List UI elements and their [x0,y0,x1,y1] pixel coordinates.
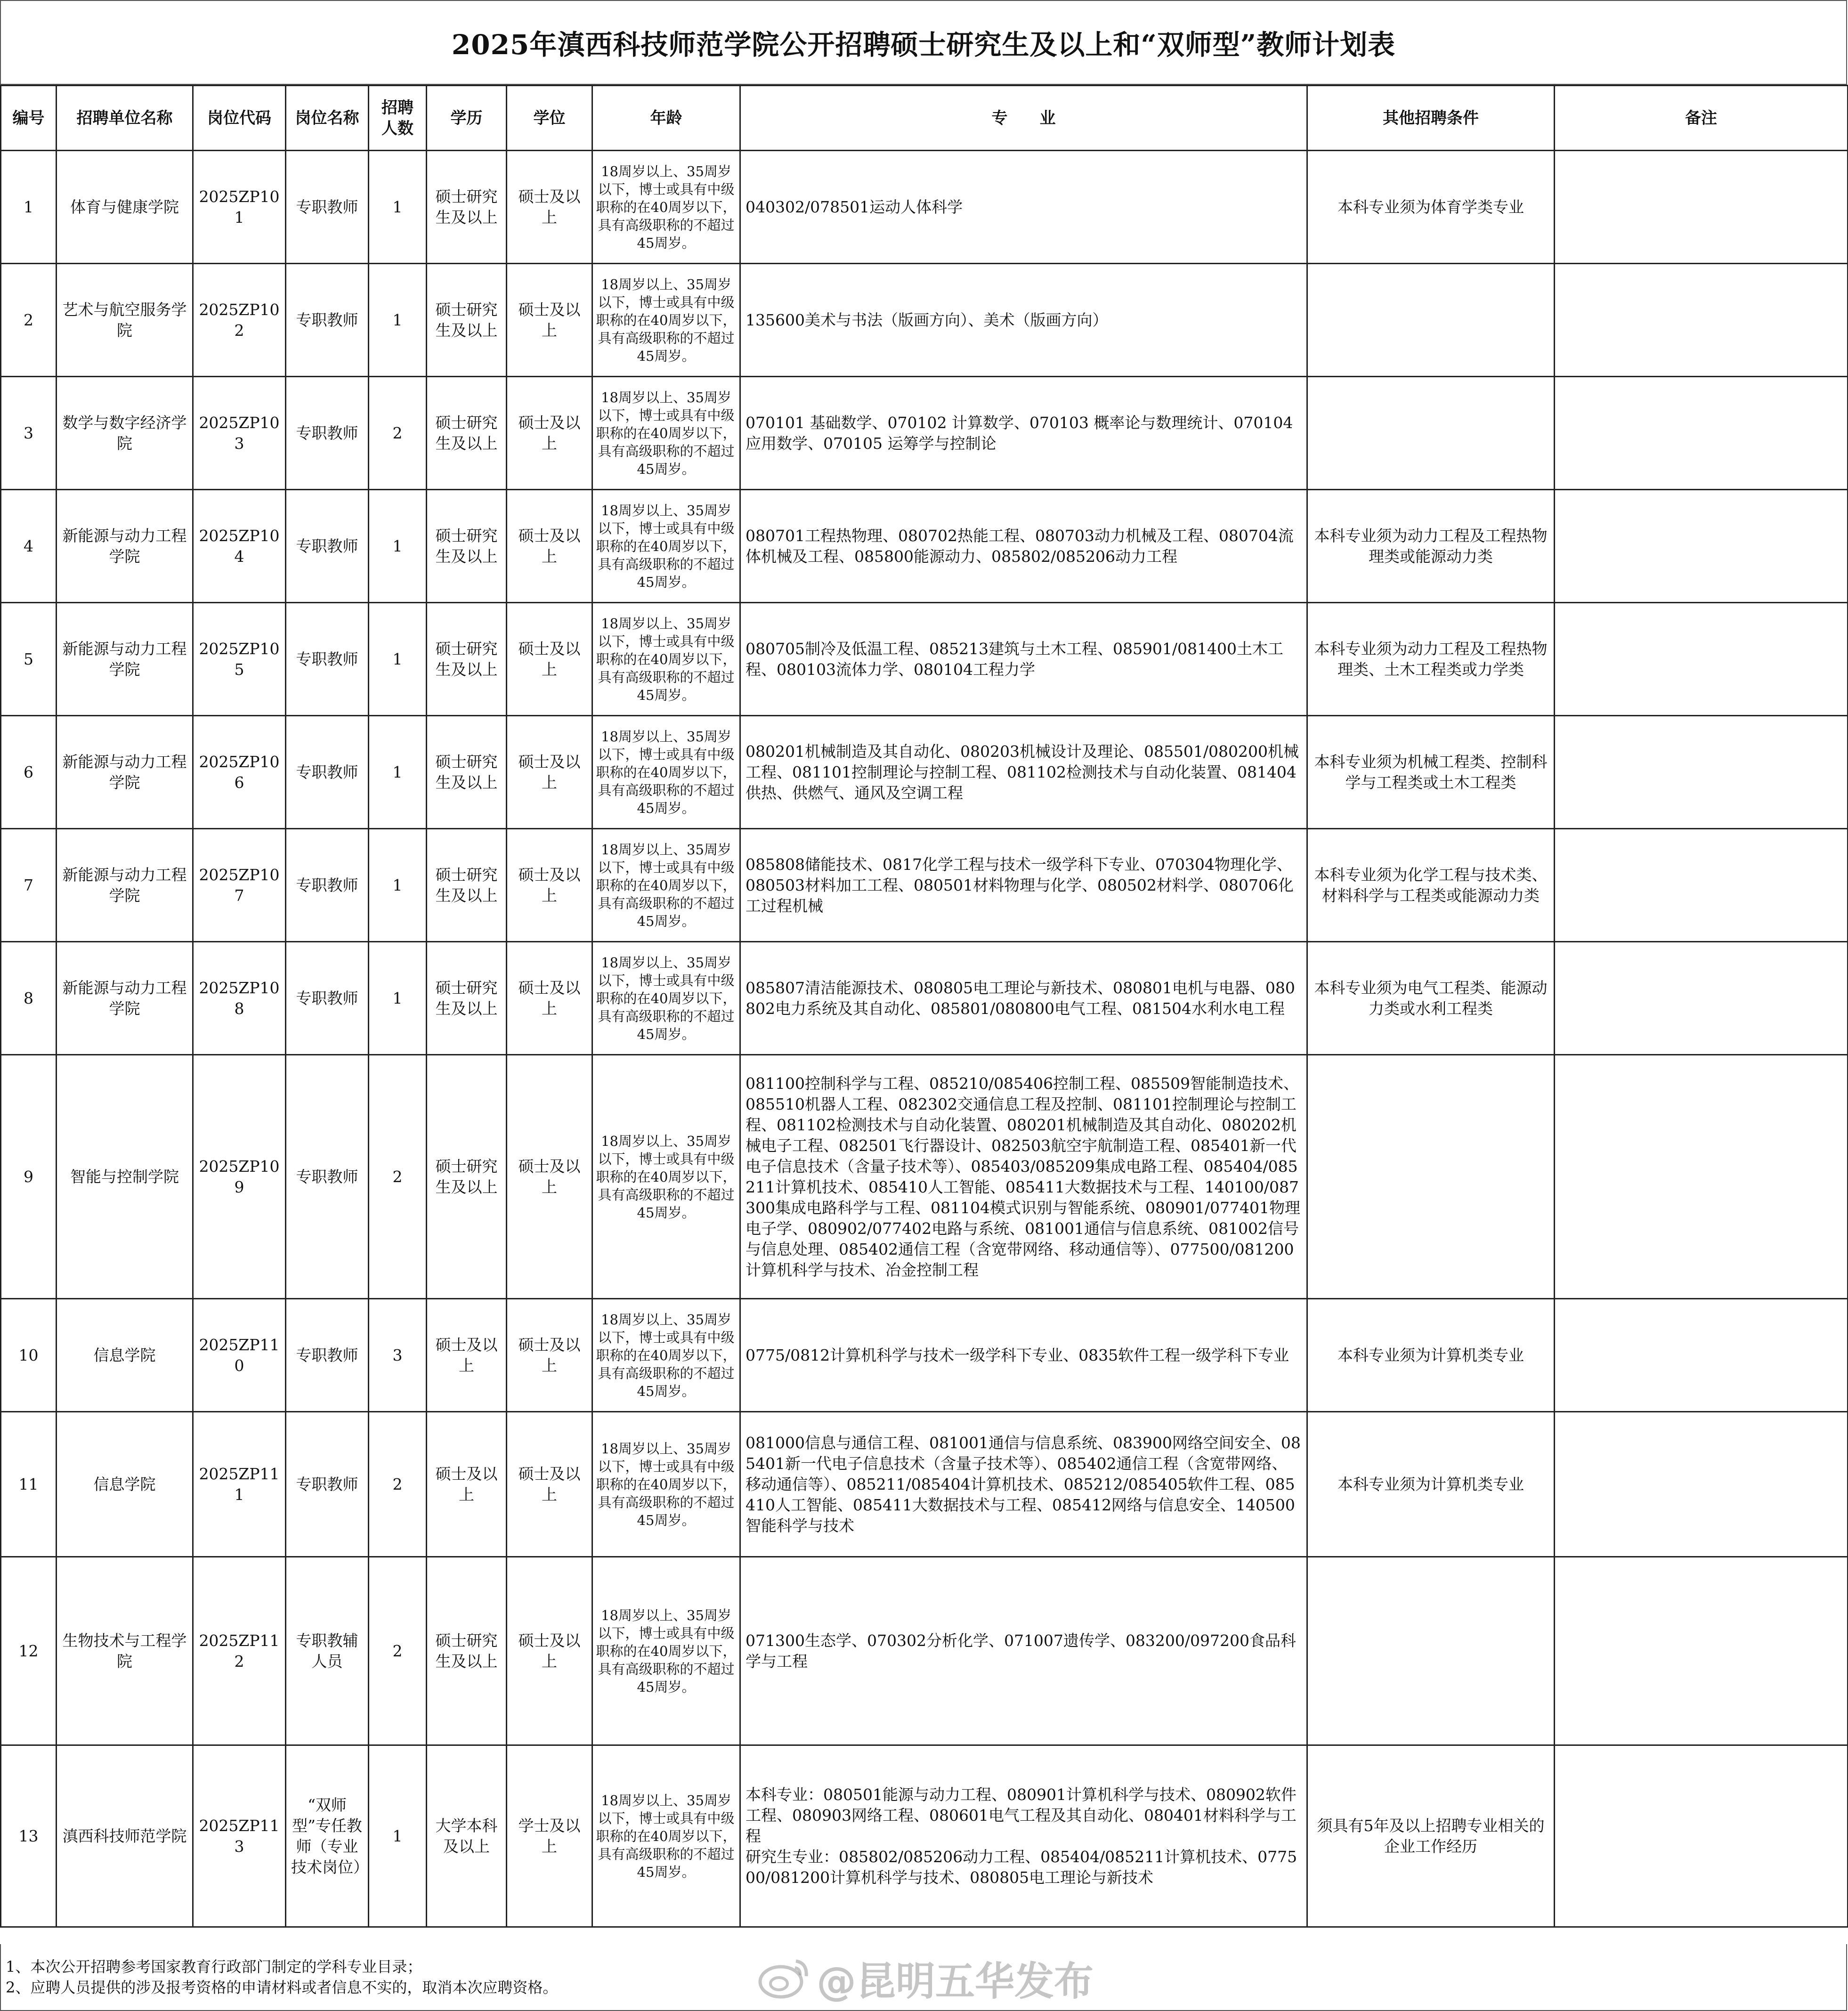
cell-major: 081100控制科学与工程、085210/085406控制工程、085509智能制造技术、085510机器人工程、082302交通信息工程及控制、081101控制理论与控制工程、081102检测技术与自动化装置、080201机械制造及其自动化、080202机械电子工程、082501飞行器设计、082503航空宇航制造工程、085401新一代电子信息技术（含量子技术等）、085403/085209集成电路工程、085404/085211计算机技术、085410人工智能、085411大数据技术与工程、140100/087300集成电路科学与工程、081104模式识别与智能系统、080901/077401物理电子学、080902/077402电路与系统、081001通信与信息系统、081002信号与信息处理、085402通信工程（含宽带网络、移动通信等）、077500/081200计算机科学与技术、冶金控制工程 [740,1055,1307,1299]
cell-age: 18周岁以上、35周岁以下，博士或具有中级职称的在40周岁以下，具有高级职称的不超过45周岁。 [592,377,740,490]
note-2: 2、应聘人员提供的涉及报考资格的申请材料或者信息不实的，取消本次应聘资格。 [6,1979,558,1996]
cell-edu: 硕士研究生及以上 [427,377,507,490]
cell-post: 专职教师 [286,1055,369,1299]
cell-unit: 体育与健康学院 [57,151,193,264]
cell-count: 1 [369,1745,427,1927]
table-row [1,377,1848,490]
cell-major: 080701工程热物理、080702热能工程、080703动力机械及工程、080704流体机械及工程、085800能源动力、085802/085206动力工程 [740,490,1307,603]
cell-major: 071300生态学、070302分析化学、071007遗传学、083200/097200食品科学与工程 [740,1557,1307,1745]
cell-no: 13 [1,1745,57,1927]
cell-no: 9 [1,1055,57,1299]
watermark-text: @昆明五华发布 [817,1958,1094,2004]
cell-edu: 硕士研究生及以上 [427,1557,507,1745]
cell-degree: 硕士及以上 [507,490,592,603]
cell-major: 本科专业：080501能源与动力工程、080901计算机科学与技术、080902软件工程、080903网络工程、080601电气工程及其自动化、080401材料科学与工程 研究生专业：085802/085206动力工程、085404/085211计算机技术、077500/081200计算机科学与技术、080805电工理论与新技术 [740,1745,1307,1927]
cell-post: 专职教辅人员 [286,1557,369,1745]
table-row [1,1299,1848,1412]
cell-age: 18周岁以上、35周岁以下，博士或具有中级职称的在40周岁以下，具有高级职称的不超过45周岁。 [592,603,740,716]
cell-degree: 硕士及以上 [507,1055,592,1299]
cell-remark [1555,716,1848,829]
cell-edu: 硕士研究生及以上 [427,716,507,829]
cell-age: 18周岁以上、35周岁以下，博士或具有中级职称的在40周岁以下，具有高级职称的不超过45周岁。 [592,716,740,829]
cell-other: 本科专业须为体育学类专业 [1307,151,1555,264]
cell-edu: 硕士研究生及以上 [427,603,507,716]
cell-other: 本科专业须为计算机类专业 [1307,1299,1555,1412]
cell-no: 2 [1,264,57,377]
page-title-text: 2025年滇西科技师范学院公开招聘硕士研究生及以上和“双师型”教师计划表 [451,29,1396,61]
cell-unit: 智能与控制学院 [57,1055,193,1299]
cell-remark [1555,1299,1848,1412]
cell-post: 专职教师 [286,1412,369,1557]
cell-other [1307,377,1555,490]
cell-age: 18周岁以上、35周岁以下，博士或具有中级职称的在40周岁以下，具有高级职称的不超过45周岁。 [592,1557,740,1745]
cell-age: 18周岁以上、35周岁以下，博士或具有中级职称的在40周岁以下，具有高级职称的不超过45周岁。 [592,942,740,1055]
cell-other [1307,264,1555,377]
table-row [1,716,1848,829]
cell-other: 本科专业须为化学工程与技术类、材料科学与工程类或能源动力类 [1307,829,1555,942]
table-row [1,151,1848,264]
cell-post: 专职教师 [286,264,369,377]
cell-degree: 硕士及以上 [507,716,592,829]
cell-other: 本科专业须为动力工程及工程热物理类或能源动力类 [1307,490,1555,603]
cell-other: 本科专业须为机械工程类、控制科学与工程类或土木工程类 [1307,716,1555,829]
cell-remark [1555,490,1848,603]
cell-unit: 信息学院 [57,1299,193,1412]
cell-unit: 艺术与航空服务学院 [57,264,193,377]
table-row [1,1055,1848,1299]
cell-code: 2025ZP105 [193,603,286,716]
cell-no: 12 [1,1557,57,1745]
cell-post: 专职教师 [286,1299,369,1412]
cell-post: 专职教师 [286,377,369,490]
cell-major: 040302/078501运动人体科学 [740,151,1307,264]
cell-no: 4 [1,490,57,603]
header-count: 招聘人数 [369,86,427,151]
cell-unit: 新能源与动力工程学院 [57,829,193,942]
cell-degree: 硕士及以上 [507,1557,592,1745]
table-row [1,1745,1848,1927]
cell-no: 1 [1,151,57,264]
header-major: 专 业 [740,86,1307,151]
cell-post: 专职教师 [286,151,369,264]
cell-remark [1555,264,1848,377]
cell-age: 18周岁以上、35周岁以下，博士或具有中级职称的在40周岁以下，具有高级职称的不超过45周岁。 [592,1412,740,1557]
cell-no: 3 [1,377,57,490]
header-age: 年龄 [592,86,740,151]
cell-other: 本科专业须为电气工程类、能源动力类或水利工程类 [1307,942,1555,1055]
cell-post: “双师型”专任教师（专业技术岗位） [286,1745,369,1927]
cell-remark [1555,1412,1848,1557]
cell-code: 2025ZP107 [193,829,286,942]
table-row [1,603,1848,716]
cell-no: 10 [1,1299,57,1412]
cell-other [1307,1557,1555,1745]
cell-other: 本科专业须为计算机类专业 [1307,1412,1555,1557]
table-row [1,829,1848,942]
cell-remark [1555,829,1848,942]
cell-remark [1555,603,1848,716]
cell-count: 1 [369,942,427,1055]
note-1: 1、本次公开招聘参考国家教育行政部门制定的学科专业目录； [6,1958,422,1976]
cell-count: 1 [369,264,427,377]
cell-count: 2 [369,377,427,490]
recruitment-plan-table [0,85,1848,1928]
cell-major: 080201机械制造及其自动化、080203机械设计及理论、085501/080200机械工程、081101控制理论与控制工程、081102检测技术与自动化装置、081404供热、供燃气、通风及空调工程 [740,716,1307,829]
cell-post: 专职教师 [286,490,369,603]
cell-age: 18周岁以上、35周岁以下，博士或具有中级职称的在40周岁以下，具有高级职称的不超过45周岁。 [592,1055,740,1299]
cell-degree: 硕士及以上 [507,1299,592,1412]
cell-major: 081000信息与通信工程、081001通信与信息系统、083900网络空间安全、085401新一代电子信息技术（含量子技术等）、085402通信工程（含宽带网络、移动通信等）、085211/085404计算机技术、085212/085405软件工程、085410人工智能、085411大数据技术与工程、085412网络与信息安全、140500智能科学与技术 [740,1412,1307,1557]
cell-count: 3 [369,1299,427,1412]
cell-age: 18周岁以上、35周岁以下，博士或具有中级职称的在40周岁以下，具有高级职称的不超过45周岁。 [592,264,740,377]
cell-remark [1555,942,1848,1055]
cell-edu: 硕士研究生及以上 [427,1055,507,1299]
cell-code: 2025ZP110 [193,1299,286,1412]
cell-major: 135600美术与书法（版画方向）、美术（版画方向） [740,264,1307,377]
table-row [1,1557,1848,1745]
cell-degree: 硕士及以上 [507,942,592,1055]
cell-major: 070101 基础数学、070102 计算数学、070103 概率论与数理统计、070104 应用数学、070105 运筹学与控制论 [740,377,1307,490]
table-row [1,942,1848,1055]
cell-no: 11 [1,1412,57,1557]
cell-unit: 新能源与动力工程学院 [57,716,193,829]
header-edu: 学历 [427,86,507,151]
cell-remark [1555,1557,1848,1745]
cell-degree: 硕士及以上 [507,377,592,490]
cell-count: 1 [369,151,427,264]
cell-other: 须具有5年及以上招聘专业相关的企业工作经历 [1307,1745,1555,1927]
cell-remark [1555,1745,1848,1927]
table-header-row [1,86,1848,151]
cell-edu: 硕士研究生及以上 [427,264,507,377]
weibo-logo-icon [758,1957,810,2000]
page-title [0,0,1847,85]
cell-remark [1555,151,1848,264]
cell-code: 2025ZP111 [193,1412,286,1557]
cell-count: 2 [369,1412,427,1557]
cell-count: 1 [369,716,427,829]
cell-unit: 滇西科技师范学院 [57,1745,193,1927]
cell-degree: 学士及以上 [507,1745,592,1927]
cell-count: 1 [369,490,427,603]
header-no: 编号 [1,86,57,151]
cell-count: 1 [369,829,427,942]
cell-code: 2025ZP101 [193,151,286,264]
cell-edu: 硕士研究生及以上 [427,490,507,603]
cell-major: 080705制冷及低温工程、085213建筑与土木工程、085901/081400土木工程、080103流体力学、080104工程力学 [740,603,1307,716]
cell-major: 085807清洁能源技术、080805电工理论与新技术、080801电机与电器、080802电力系统及其自动化、085801/080800电气工程、081504水利水电工程 [740,942,1307,1055]
cell-no: 7 [1,829,57,942]
cell-post: 专职教师 [286,829,369,942]
cell-degree: 硕士及以上 [507,829,592,942]
cell-major: 0775/0812计算机科学与技术一级学科下专业、0835软件工程一级学科下专业 [740,1299,1307,1412]
cell-unit: 新能源与动力工程学院 [57,603,193,716]
header-post: 岗位名称 [286,86,369,151]
cell-degree: 硕士及以上 [507,603,592,716]
cell-age: 18周岁以上、35周岁以下，博士或具有中级职称的在40周岁以下，具有高级职称的不超过45周岁。 [592,490,740,603]
cell-other [1307,1055,1555,1299]
watermark [758,1950,1094,2007]
cell-no: 5 [1,603,57,716]
cell-age: 18周岁以上、35周岁以下，博士或具有中级职称的在40周岁以下，具有高级职称的不超过45周岁。 [592,1745,740,1927]
header-other: 其他招聘条件 [1307,86,1555,151]
cell-count: 2 [369,1055,427,1299]
cell-no: 8 [1,942,57,1055]
cell-edu: 硕士研究生及以上 [427,829,507,942]
cell-unit: 新能源与动力工程学院 [57,490,193,603]
header-degree: 学位 [507,86,592,151]
cell-degree: 硕士及以上 [507,264,592,377]
cell-age: 18周岁以上、35周岁以下，博士或具有中级职称的在40周岁以下，具有高级职称的不超过45周岁。 [592,1299,740,1412]
cell-remark [1555,1055,1848,1299]
cell-code: 2025ZP108 [193,942,286,1055]
cell-unit: 数学与数字经济学院 [57,377,193,490]
cell-code: 2025ZP103 [193,377,286,490]
cell-code: 2025ZP102 [193,264,286,377]
cell-edu: 硕士及以上 [427,1412,507,1557]
cell-code: 2025ZP113 [193,1745,286,1927]
cell-code: 2025ZP109 [193,1055,286,1299]
cell-post: 专职教师 [286,942,369,1055]
cell-edu: 硕士及以上 [427,1299,507,1412]
header-code: 岗位代码 [193,86,286,151]
table-row [1,490,1848,603]
cell-age: 18周岁以上、35周岁以下，博士或具有中级职称的在40周岁以下，具有高级职称的不超过45周岁。 [592,829,740,942]
cell-unit: 新能源与动力工程学院 [57,942,193,1055]
cell-no: 6 [1,716,57,829]
cell-degree: 硕士及以上 [507,151,592,264]
cell-other: 本科专业须为动力工程及工程热物理类、土木工程类或力学类 [1307,603,1555,716]
cell-edu: 硕士研究生及以上 [427,942,507,1055]
cell-degree: 硕士及以上 [507,1412,592,1557]
header-unit: 招聘单位名称 [57,86,193,151]
cell-count: 2 [369,1557,427,1745]
cell-major: 085808储能技术、0817化学工程与技术一级学科下专业、070304物理化学、080503材料加工工程、080501材料物理与化学、080502材料学、080706化工过程机械 [740,829,1307,942]
cell-post: 专职教师 [286,603,369,716]
cell-post: 专职教师 [286,716,369,829]
cell-code: 2025ZP104 [193,490,286,603]
cell-edu: 硕士研究生及以上 [427,151,507,264]
cell-count: 1 [369,603,427,716]
cell-unit: 信息学院 [57,1412,193,1557]
table-row [1,264,1848,377]
cell-age: 18周岁以上、35周岁以下，博士或具有中级职称的在40周岁以下，具有高级职称的不超过45周岁。 [592,151,740,264]
cell-edu: 大学本科及以上 [427,1745,507,1927]
header-remark: 备注 [1555,86,1848,151]
cell-unit: 生物技术与工程学院 [57,1557,193,1745]
cell-code: 2025ZP106 [193,716,286,829]
table-row [1,1412,1848,1557]
cell-remark [1555,377,1848,490]
cell-code: 2025ZP112 [193,1557,286,1745]
